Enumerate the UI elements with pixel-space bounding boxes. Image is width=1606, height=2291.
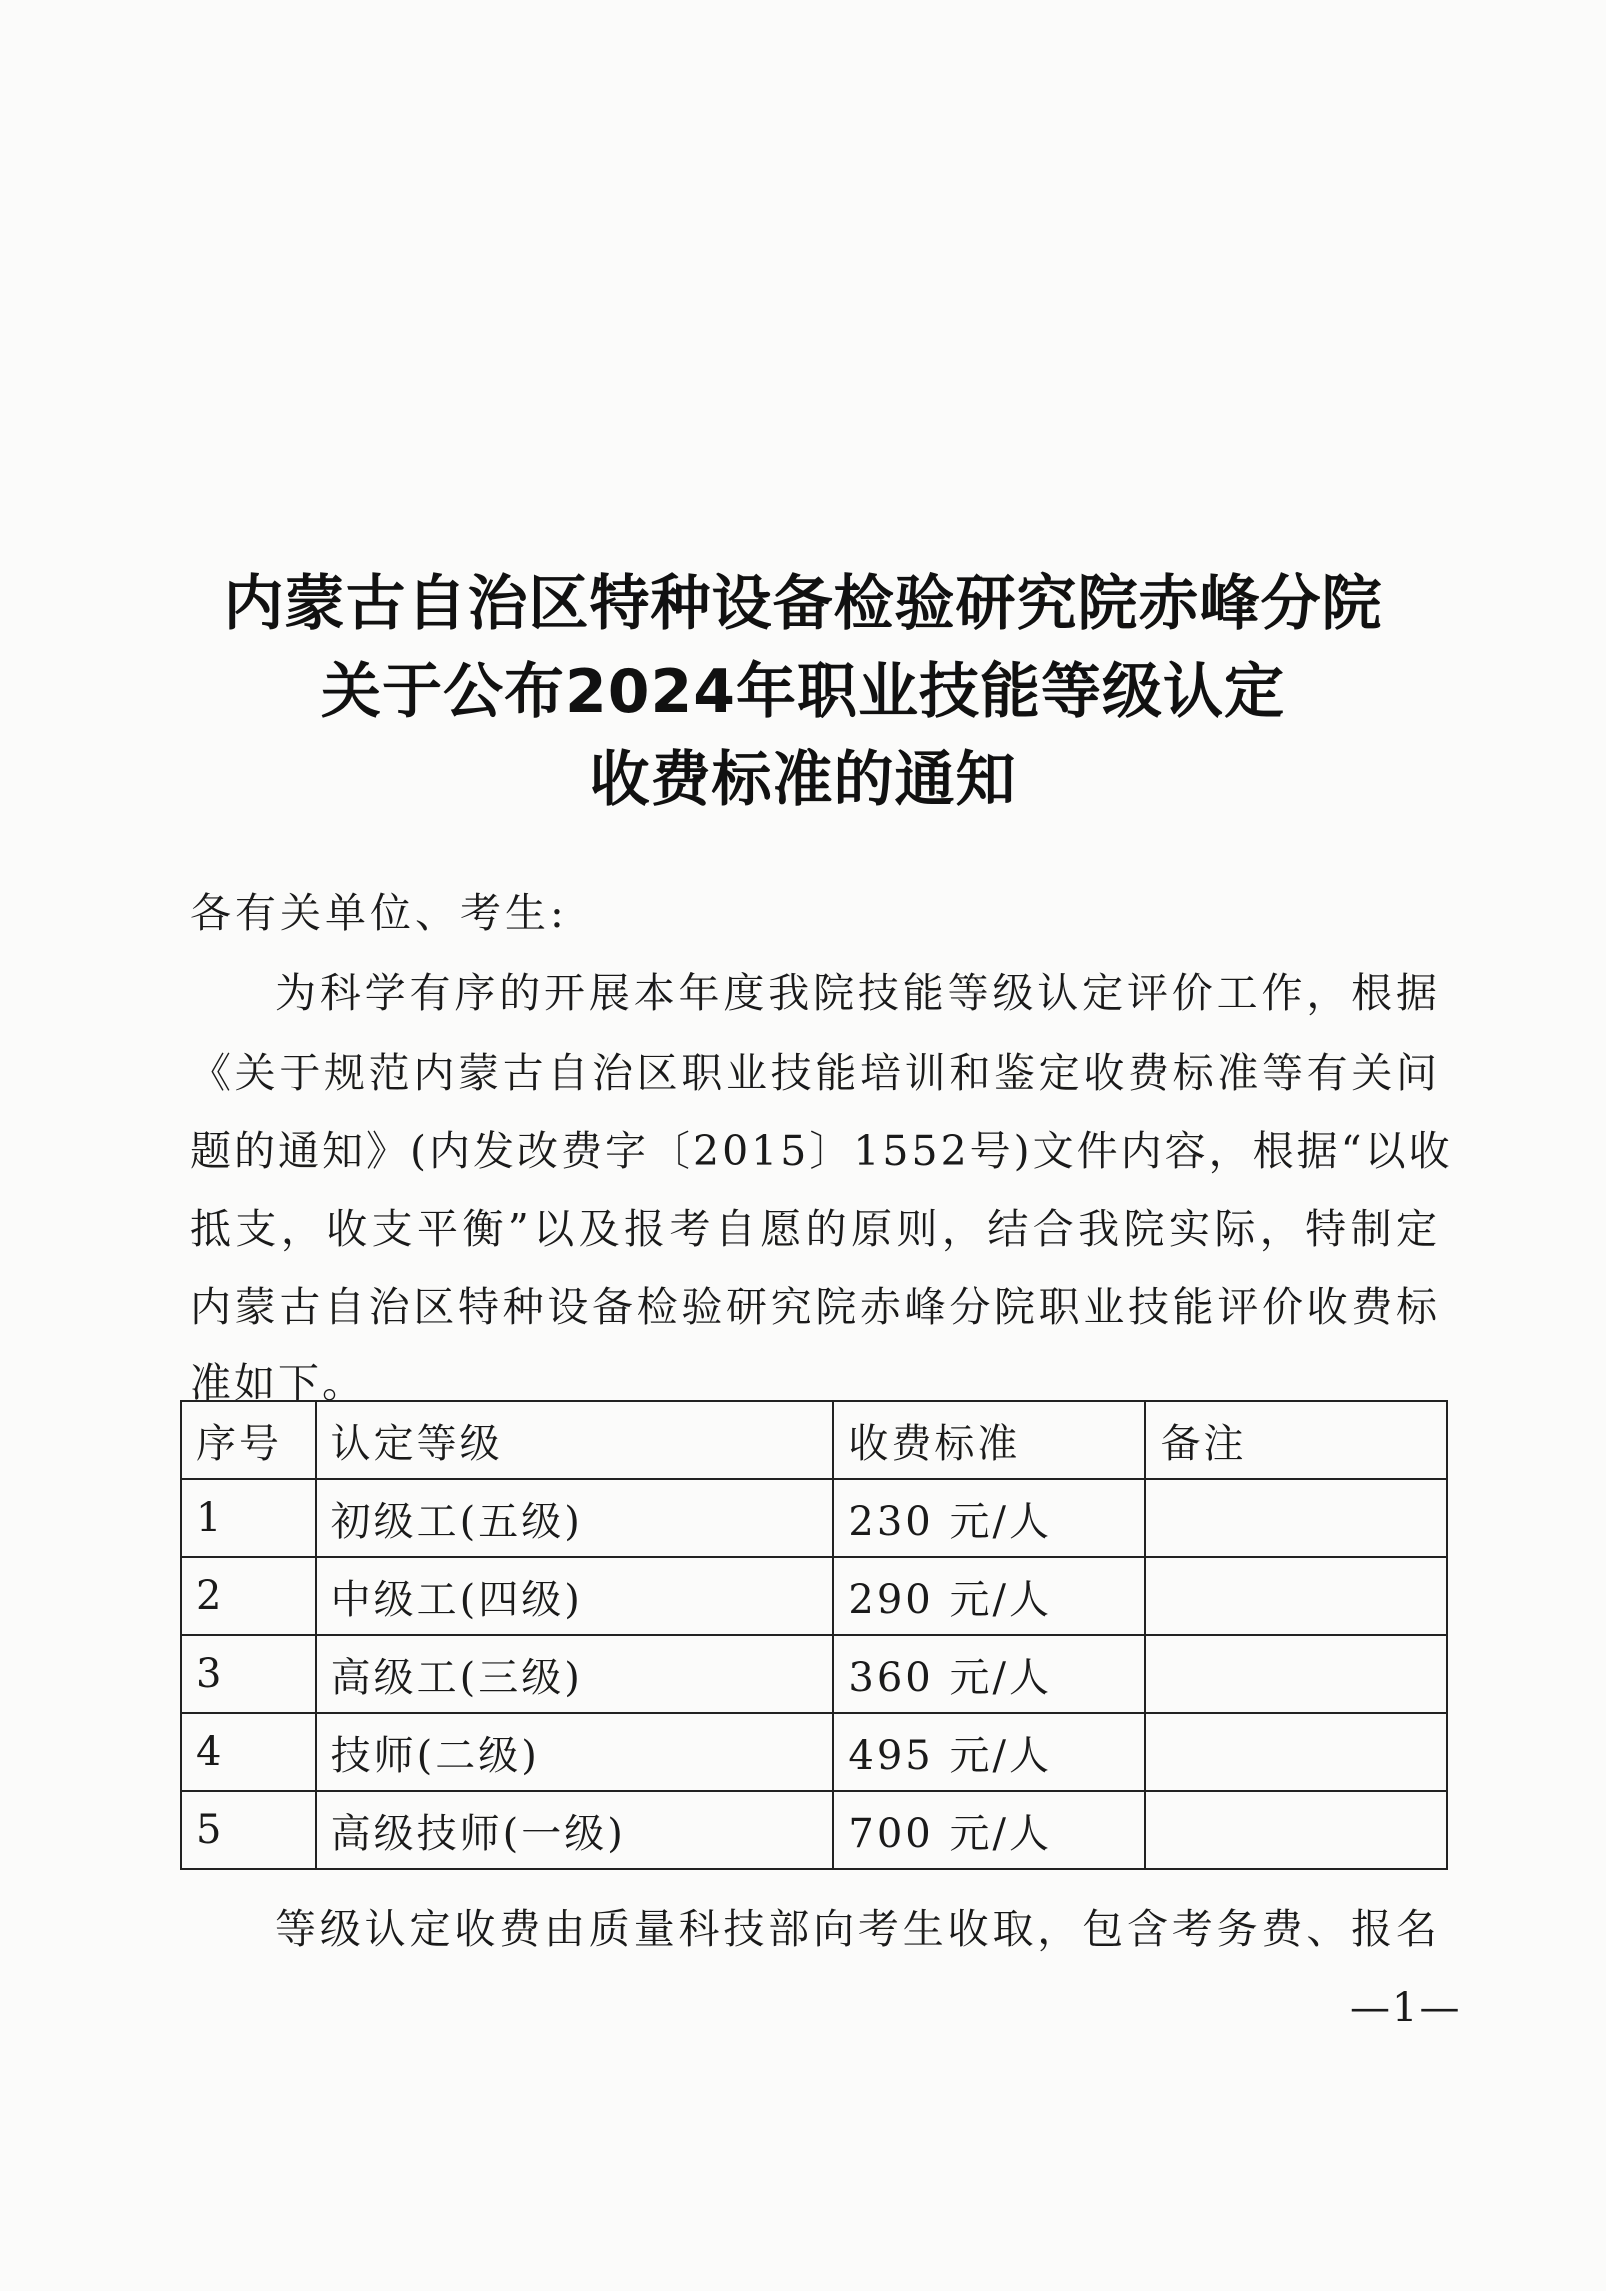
title-line-2: 关于公布2024年职业技能等级认定 (321, 657, 1285, 727)
table-cell (1145, 1479, 1447, 1557)
page-number: —1— (1350, 1985, 1462, 2031)
paragraph-line: 为科学有序的开展本年度我院技能等级认定评价工作，根据 (275, 969, 1440, 1017)
table-cell: 5 (181, 1791, 316, 1869)
table-cell (1145, 1635, 1447, 1713)
document-title (0, 560, 1606, 824)
title-line-1: 内蒙古自治区特种设备检验研究院赤峰分院 (223, 569, 1383, 639)
table-cell: 技师(二级) (316, 1713, 834, 1791)
table-row (181, 1479, 1447, 1557)
salutation: 各有关单位、考生: (190, 889, 568, 937)
table-header-row (181, 1401, 1447, 1479)
header-cell: 收费标准 (833, 1401, 1145, 1479)
title-line-3: 收费标准的通知 (589, 745, 1017, 815)
table-cell: 495 元/人 (833, 1713, 1145, 1791)
table-cell: 中级工(四级) (316, 1557, 834, 1635)
paragraph-line: 《关于规范内蒙古自治区职业技能培训和鉴定收费标准等有关问 (190, 1049, 1440, 1097)
table-cell: 3 (181, 1635, 316, 1713)
table-cell: 230 元/人 (833, 1479, 1145, 1557)
paragraph-line: 内蒙古自治区特种设备检验研究院赤峰分院职业技能评价收费标 (190, 1283, 1440, 1331)
table-cell (1145, 1713, 1447, 1791)
table-cell: 高级技师(一级) (316, 1791, 834, 1869)
table-cell: 2 (181, 1557, 316, 1635)
table-cell: 高级工(三级) (316, 1635, 834, 1713)
paragraph-line: 抵支，收支平衡”以及报考自愿的原则，结合我院实际，特制定 (190, 1205, 1440, 1253)
table-cell: 290 元/人 (833, 1557, 1145, 1635)
paragraph-line: 题的通知》(内发改费字〔2015〕1552号)文件内容，根据“以收 (190, 1127, 1453, 1175)
paragraph-line: 等级认定收费由质量科技部向考生收取，包含考务费、报名 (275, 1905, 1440, 1953)
header-cell: 认定等级 (316, 1401, 834, 1479)
table-cell: 1 (181, 1479, 316, 1557)
fee-table (180, 1400, 1448, 1870)
table-row (181, 1713, 1447, 1791)
table-cell: 360 元/人 (833, 1635, 1145, 1713)
table-cell (1145, 1791, 1447, 1869)
table-cell: 700 元/人 (833, 1791, 1145, 1869)
table-cell: 4 (181, 1713, 316, 1791)
table-row (181, 1635, 1447, 1713)
table-cell: 初级工(五级) (316, 1479, 834, 1557)
table-cell (1145, 1557, 1447, 1635)
header-cell: 备注 (1145, 1401, 1447, 1479)
header-cell: 序号 (181, 1401, 316, 1479)
table-row (181, 1557, 1447, 1635)
table-row (181, 1791, 1447, 1869)
paragraph-line: 准如下。 (190, 1359, 366, 1407)
